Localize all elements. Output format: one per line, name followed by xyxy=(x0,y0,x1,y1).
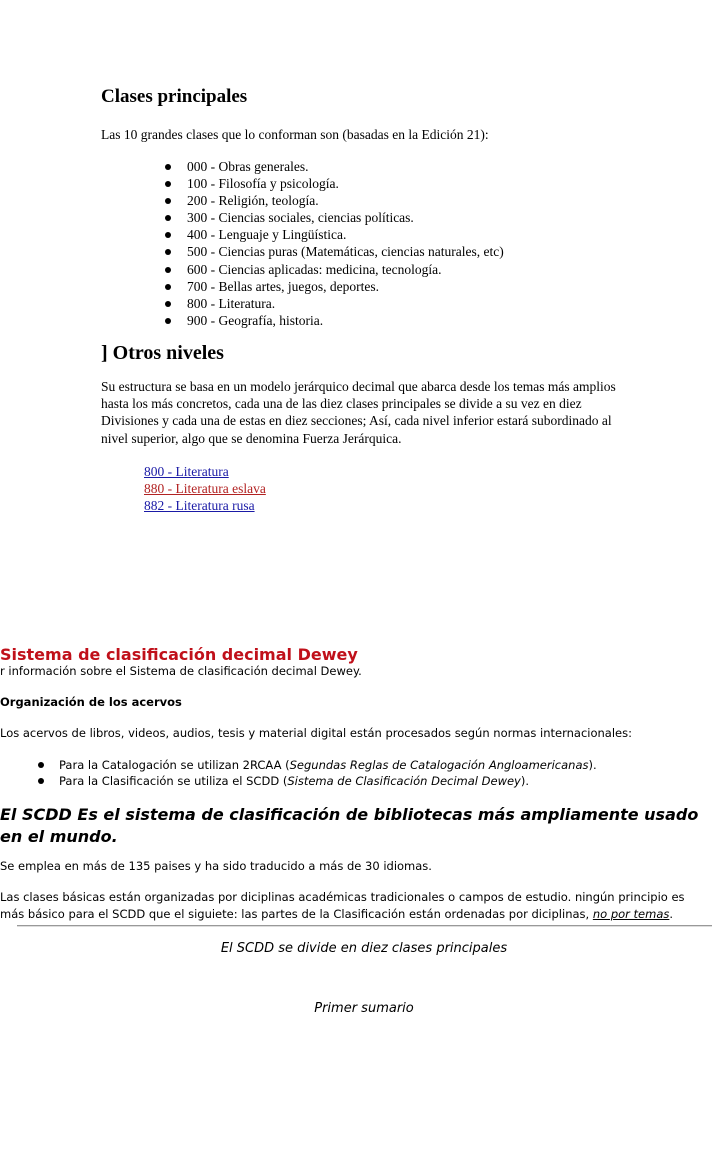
list-item: 900 - Geografía, historia. xyxy=(160,312,504,329)
list-item: 700 - Bellas artes, juegos, deportes. xyxy=(160,278,504,295)
clases-principales-heading: Clases principales xyxy=(101,86,248,107)
bullet-icon xyxy=(165,249,171,255)
list-item: Para la Catalogación se utilizan 2RCAA (Segundas Reglas de Catalogación Angloamericanas). xyxy=(36,757,597,773)
bullet-icon xyxy=(165,301,171,307)
bullet-icon xyxy=(165,267,171,273)
bullet-icon xyxy=(165,164,171,170)
scdd-heading: El SCDD Es el sistema de clasificación de bibliotecas más ampliamente usado en el mundo. xyxy=(0,805,699,846)
list-item: 000 - Obras generales. xyxy=(160,158,504,175)
list-item: 300 - Ciencias sociales, ciencias políticas. xyxy=(160,209,504,226)
emplea-paragraph: Se emplea en más de 135 paises y ha sido traducido a más de 30 idiomas. xyxy=(0,859,432,873)
list-item: 200 - Religión, teología. xyxy=(160,192,504,209)
link-880-literatura-eslava[interactable]: 880 - Literatura eslava xyxy=(144,481,266,497)
primer-sumario-caption: Primer sumario xyxy=(314,1001,414,1016)
bullet-icon xyxy=(165,215,171,221)
bullet-icon xyxy=(165,232,171,238)
bullet-icon xyxy=(165,318,171,324)
no-por-temas-text: no por temas xyxy=(592,907,670,921)
bullet-icon xyxy=(38,778,44,784)
classes-list xyxy=(160,158,504,329)
list-item: 500 - Ciencias puras (Matemáticas, ciencias naturales, etc) xyxy=(160,243,504,260)
list-item: 400 - Lenguaje y Lingüística. xyxy=(160,226,504,243)
acervos-list xyxy=(36,757,597,789)
hierarchy-example-links xyxy=(144,463,266,515)
list-item: 800 - Literatura. xyxy=(160,295,504,312)
dewey-heading: Sistema de clasificación decimal Dewey xyxy=(0,645,358,664)
clases-basicas-paragraph: Las clases básicas están organizadas por diciplinas académicas tradicionales o campos de estudio. ningún principio es más básico para el SCDD que el siguiete: las partes de la Clasificación están ordenadas por diciplinas, no por temas. xyxy=(0,890,685,921)
bullet-icon xyxy=(165,181,171,187)
link-800-literatura[interactable]: 800 - Literatura xyxy=(144,464,229,479)
list-item: Para la Clasificación se utiliza el SCDD (Sistema de Clasificación Decimal Dewey). xyxy=(36,773,597,789)
organizacion-heading: Organización de los acervos xyxy=(0,695,182,709)
otros-niveles-heading: ] Otros niveles xyxy=(101,342,224,364)
list-item: 100 - Filosofía y psicología. xyxy=(160,175,504,192)
bullet-icon xyxy=(38,762,44,768)
estructura-paragraph: Su estructura se basa en un modelo jerárquico decimal que abarca desde los temas más amplios hasta los más concretos, cada una de las diez clases principales se divide a su vez en diez Divisiones y cada una de estas en diez secciones; Así, cada nivel inferior estará subordinado al nivel superior, algo que se denomina Fuerza Jerárquica. xyxy=(101,379,616,446)
link-882-literatura-rusa[interactable]: 882 - Literatura rusa xyxy=(144,498,255,514)
list-item: 600 - Ciencias aplicadas: medicina, tecnología. xyxy=(160,261,504,278)
bullet-icon xyxy=(165,198,171,204)
horizontal-divider xyxy=(17,925,712,927)
acervos-paragraph: Los acervos de libros, videos, audios, tesis y material digital están procesados según normas internacionales: xyxy=(0,726,632,740)
clases-intro-text: Las 10 grandes clases que lo conforman son (basadas en la Edición 21): xyxy=(101,127,489,142)
bullet-icon xyxy=(165,284,171,290)
dewey-info-text: r información sobre el Sistema de clasificación decimal Dewey. xyxy=(0,664,362,678)
divide-caption: El SCDD se divide en diez clases principales xyxy=(220,941,508,956)
